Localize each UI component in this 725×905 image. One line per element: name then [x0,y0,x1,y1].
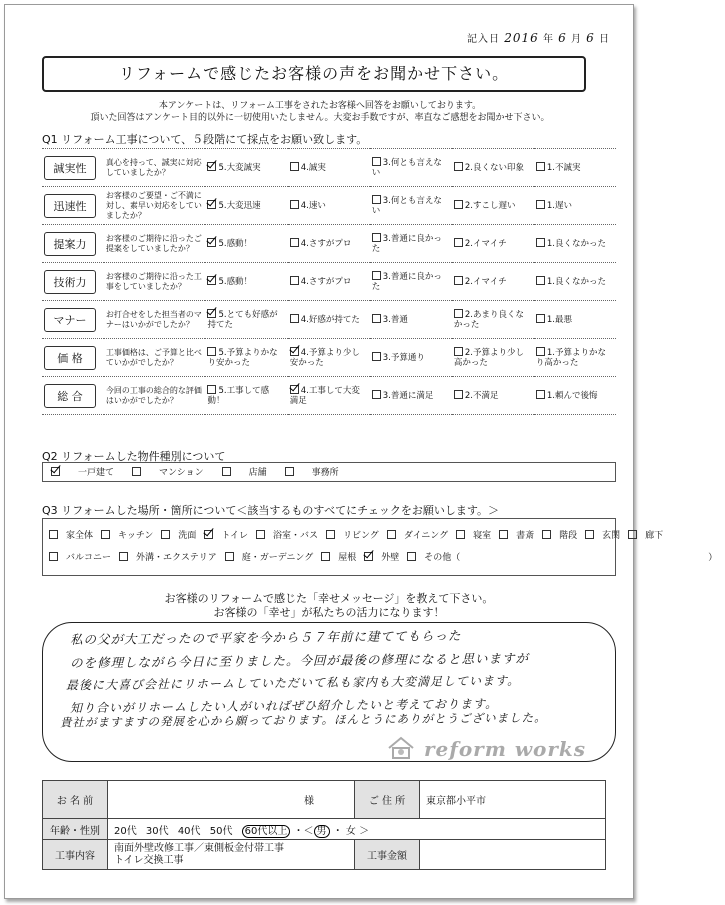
house-logo-icon [386,736,416,760]
unchecked-box-icon[interactable] [372,233,381,242]
rating-row [42,377,616,415]
intro-text: 本アンケートは、リフォーム工事をされたお客様へ回答をお願いしております。 頂いた回答はアンケート目的以外に一切使用いたしません。大変お手数ですが、率直なご感想をお聞かせ下さい。 [90,101,550,123]
name-field: 様 [108,781,355,819]
unchecked-box-icon[interactable] [321,552,330,561]
page-title: リフォームで感じたお客様の声をお聞かせ下さい。 [42,56,586,92]
rating-option [288,187,370,225]
rating-option [452,301,534,339]
message-line: 最後に大喜び会社にリホームしていただいて私も家内も大変満足しています。 [65,673,521,693]
rating-option [205,149,287,187]
rating-option [534,187,616,225]
checkbox-option[interactable]: 外溝・エクステリア [119,553,217,563]
rating-option [534,339,616,377]
checkbox-option[interactable]: ） [708,553,718,563]
checkbox-option[interactable]: 1.予算よりかなり高かった [535,348,607,368]
rating-option [534,225,616,263]
rating-option [534,263,616,301]
checkbox-option[interactable]: 5.大変誠実 [207,163,260,173]
rating-option [452,377,534,415]
unchecked-box-icon[interactable] [454,276,463,285]
gender-selected: 男 [314,825,330,838]
age-selected: 60代以上 [242,825,291,838]
unchecked-box-icon[interactable] [101,530,110,539]
category-label: マナー [44,308,96,332]
message-line: 貴社がますますの発展を心から願っております。ほんとうにありがとうございました。 [59,710,547,730]
rating-option [288,339,370,377]
checkbox-option[interactable]: 2.イマイチ [454,277,507,287]
rating-option [452,225,534,263]
unchecked-box-icon[interactable] [542,530,551,539]
unchecked-box-icon[interactable] [454,390,463,399]
unchecked-box-icon[interactable] [536,390,545,399]
checkbox-option[interactable]: 1.頼んで後悔 [536,391,598,401]
rating-option [288,225,370,263]
checkbox-option[interactable]: その他（ [407,553,460,563]
rating-option [288,263,370,301]
checkbox-option[interactable]: 3.予算通り [372,353,425,363]
category-label: 誠実性 [44,156,96,180]
unchecked-box-icon[interactable] [536,238,545,247]
rating-option [288,377,370,415]
work-field: 南面外壁改修工事／東側板金付帯工事 トイレ交換工事 [108,840,355,870]
unchecked-box-icon[interactable] [49,530,58,539]
rating-option [452,339,534,377]
category-label: 価 格 [44,346,96,370]
unchecked-box-icon[interactable] [290,238,299,247]
checkbox-option[interactable]: 5.とても好感が持てた [207,310,278,330]
rating-category [42,225,104,263]
rating-option [205,263,287,301]
rating-category [42,377,104,415]
unchecked-box-icon[interactable] [207,347,216,356]
checked-box-icon[interactable] [207,200,216,209]
checkbox-option[interactable]: 5.工事して感動！ [207,386,270,406]
q1-rating-table [42,148,616,415]
unchecked-box-icon[interactable] [454,309,463,318]
category-label: 総 合 [44,384,96,408]
unchecked-box-icon[interactable] [290,276,299,285]
checkbox-option[interactable]: 4.工事して大変満足 [289,386,360,406]
category-label: 技術力 [44,270,96,294]
amount-label: 工事金額 [355,840,420,870]
rating-row [42,149,616,187]
unchecked-box-icon[interactable] [372,195,381,204]
checkbox-option[interactable]: 2.良くない印象 [454,163,524,173]
unchecked-box-icon[interactable] [536,347,545,356]
checked-box-icon[interactable] [207,162,216,171]
checkbox-option[interactable]: 庭・ガーデニング [225,553,313,563]
checkbox-option[interactable]: 2.すこし遅い [454,201,516,211]
checkbox-option[interactable]: 店舗 [222,468,267,478]
rating-row [42,301,616,339]
rating-option [205,339,287,377]
unchecked-box-icon[interactable] [285,467,294,476]
unchecked-box-icon[interactable] [161,530,170,539]
unchecked-box-icon[interactable] [536,276,545,285]
unchecked-box-icon[interactable] [372,271,381,280]
checkbox-option[interactable]: 洗面 [161,531,196,541]
reform-works-logo: reform works [386,736,586,761]
unchecked-box-icon[interactable] [372,157,381,166]
unchecked-box-icon[interactable] [132,467,141,476]
customer-info-table [42,780,606,870]
unchecked-box-icon[interactable] [536,200,545,209]
unchecked-box-icon[interactable] [387,530,396,539]
unchecked-box-icon[interactable] [536,314,545,323]
rating-option [534,301,616,339]
checkbox-option[interactable]: 書斎 [499,531,534,541]
unchecked-box-icon[interactable] [290,200,299,209]
checked-box-icon[interactable] [207,276,216,285]
checkbox-option[interactable]: 4.さすがプロ [290,239,352,249]
rating-row [42,263,616,301]
unchecked-box-icon[interactable] [536,162,545,171]
checkbox-option[interactable]: 4.誠実 [290,163,326,173]
unchecked-box-icon[interactable] [290,162,299,171]
age-option: 50代 [209,825,236,837]
unchecked-box-icon[interactable] [454,162,463,171]
checkbox-option[interactable]: 玄関 [585,531,620,541]
unchecked-box-icon[interactable] [628,530,637,539]
checkbox-option[interactable]: 3.普通に良かった [371,234,442,254]
rating-option [288,301,370,339]
age-gender-label: 年齢・性別 [43,819,108,840]
age-option: 30代 [145,825,172,837]
checkbox-option[interactable]: 5.感動！ [207,239,252,249]
rating-option [205,187,287,225]
age-gender-field: 20代 30代 40代 50代 60代以上 ・＜ 男 ・ 女 ＞ [108,819,606,840]
unchecked-box-icon[interactable] [585,530,594,539]
rating-option [370,301,452,339]
q3-row-2 [49,547,718,569]
checkbox-option[interactable]: 家全体 [49,531,93,541]
message-heading: お客様のリフォームで感じた「幸せメッセージ」を教えて下さい。 お客様の「幸せ」が私たちの活力になります！ [164,592,494,619]
category-label: 提案力 [44,232,96,256]
age-option: 40代 [177,825,204,837]
checkbox-option[interactable]: 寝室 [456,531,491,541]
rating-option [370,149,452,187]
amount-field [420,840,606,870]
checkbox-option[interactable]: 5.感動！ [207,277,252,287]
message-line: 知り合いがリホームしたい人がいればぜひ紹介したいと考えております。 [69,696,499,716]
checkbox-option[interactable]: キッチン [101,531,153,541]
rating-category [42,339,104,377]
checkbox-option[interactable]: 2.あまり良くなかった [453,310,524,330]
work-label: 工事内容 [43,840,108,870]
address-field: 東京都小平市 [420,781,606,819]
unchecked-box-icon[interactable] [454,238,463,247]
checkbox-option[interactable]: 2.予算より少し高かった [453,348,524,368]
checkbox-option[interactable]: 1.遅い [536,201,572,211]
checkbox-option[interactable]: 5.大変迅速 [207,201,260,211]
checkbox-option[interactable]: 1.最悪 [536,315,572,325]
checked-box-icon[interactable] [290,385,299,394]
checkbox-option[interactable]: 1.良くなかった [536,239,606,249]
unchecked-box-icon[interactable] [256,530,265,539]
checkbox-option[interactable]: 2.イマイチ [454,239,507,249]
checked-box-icon[interactable] [51,467,60,476]
checkbox-option[interactable]: 3.普通に良かった [371,272,442,292]
rating-category [42,149,104,187]
checkbox-option[interactable]: 4.予算より少し安かった [289,348,360,368]
rating-question: お打合せをした担当者のマナーはいかがでしたか？ [104,301,206,339]
unchecked-box-icon[interactable] [456,530,465,539]
checkbox-option[interactable]: 4.さすがプロ [290,277,352,287]
rating-option [205,377,287,415]
unchecked-box-icon[interactable] [454,347,463,356]
checkbox-option[interactable]: 浴室・バス [256,531,318,541]
rating-option [534,377,616,415]
checkbox-option[interactable]: 5.予算よりかなり安かった [207,348,278,368]
unchecked-box-icon[interactable] [499,530,508,539]
rating-question: 工事価格は、ご予算と比べていかがでしたか？ [104,339,206,377]
rating-option [288,149,370,187]
unchecked-box-icon[interactable] [207,385,216,394]
unchecked-box-icon[interactable] [407,552,416,561]
unchecked-box-icon[interactable] [222,467,231,476]
checkbox-option[interactable]: 4.速い [290,201,326,211]
unchecked-box-icon[interactable] [225,552,234,561]
unchecked-box-icon[interactable] [372,314,381,323]
checked-box-icon[interactable] [290,347,299,356]
unchecked-box-icon[interactable] [326,530,335,539]
unchecked-box-icon[interactable] [372,390,381,399]
rating-option [370,339,452,377]
unchecked-box-icon[interactable] [454,200,463,209]
rating-category [42,187,104,225]
unchecked-box-icon[interactable] [290,314,299,323]
checkbox-option[interactable]: バルコニー [49,553,111,563]
q1-heading: Q1 リフォーム工事について、５段階にて採点をお願い致します。 [42,133,368,146]
checked-box-icon[interactable] [364,552,373,561]
checkbox-option[interactable]: リビング [326,531,379,541]
checkbox-option[interactable]: 1.良くなかった [536,277,606,287]
checkbox-option[interactable]: 階段 [542,531,577,541]
rating-question: お客様のご期待に沿った工事をしていましたか？ [104,263,206,301]
address-label: ご 住 所 [355,781,420,819]
rating-question: 今回の工事の総合的な評価はいかがでしたか？ [104,377,206,415]
q2-options [42,462,616,482]
rating-question: お客様のご期待に沿ったご提案をしていましたか？ [104,225,206,263]
checkbox-option[interactable]: 3.普通 [372,315,408,325]
age-option: 20代 [114,825,140,837]
rating-row [42,187,616,225]
category-label: 迅速性 [44,194,96,218]
checkbox-option[interactable]: 3.何とも言えない [371,158,442,178]
q3-heading: Q3 リフォームした場所・箇所について＜該当するものすべてにチェックをお願いします。＞ [42,504,499,517]
checkbox-option[interactable]: 3.何とも言えない [371,196,442,216]
q2-heading: Q2 リフォームした物件種別について [42,450,226,463]
q3-options [42,518,718,576]
rating-option [205,225,287,263]
rating-row [42,225,616,263]
rating-option [452,149,534,187]
message-line: 私の父が大工だったので平家を今から５７年前に建ててもらった [69,627,462,648]
age-options [114,826,242,837]
rating-option [205,301,287,339]
checked-box-icon[interactable] [207,309,216,318]
checkbox-option[interactable]: 1.不誠実 [536,163,581,173]
checkbox-option[interactable]: トイレ [204,531,248,541]
rating-option [452,187,534,225]
checkbox-option[interactable]: ダイニング [387,531,448,541]
rating-option [534,149,616,187]
checkbox-option[interactable]: 3.普通に満足 [372,391,434,401]
message-line: のを修理しながら今日に至りました。今回が最後の修理になると思いますが [69,650,530,671]
unchecked-box-icon[interactable] [49,552,58,561]
rating-row [42,339,616,377]
unchecked-box-icon[interactable] [372,352,381,361]
rating-option [370,377,452,415]
checked-box-icon[interactable] [207,238,216,247]
rating-question: 真心を持って、誠実に対応していましたか？ [104,149,206,187]
q3-row-1 [49,525,664,547]
rating-question: お客様のご要望・ご不満に対し、素早い対応をしていましたか？ [104,187,206,225]
checkbox-option[interactable]: 一戸建て [51,468,114,478]
checkbox-option[interactable]: 事務所 [285,468,339,478]
checkbox-option[interactable]: 廊下 [628,531,663,541]
checkbox-option[interactable]: 屋根 [321,553,356,563]
rating-option [370,187,452,225]
rating-option [452,263,534,301]
checked-box-icon[interactable] [204,530,213,539]
rating-option [370,263,452,301]
rating-option [370,225,452,263]
checkbox-option[interactable]: 外壁 [364,553,399,563]
unchecked-box-icon[interactable] [119,552,128,561]
name-label: お 名 前 [43,781,108,819]
rating-category [42,301,104,339]
entry-date: 記入日 2016 年 6 月 6 日 [467,31,610,45]
rating-category [42,263,104,301]
checkbox-option[interactable]: 4.好感が持てた [290,315,360,325]
checkbox-option[interactable]: マンション [132,468,204,478]
checkbox-option[interactable]: 2.不満足 [454,391,499,401]
